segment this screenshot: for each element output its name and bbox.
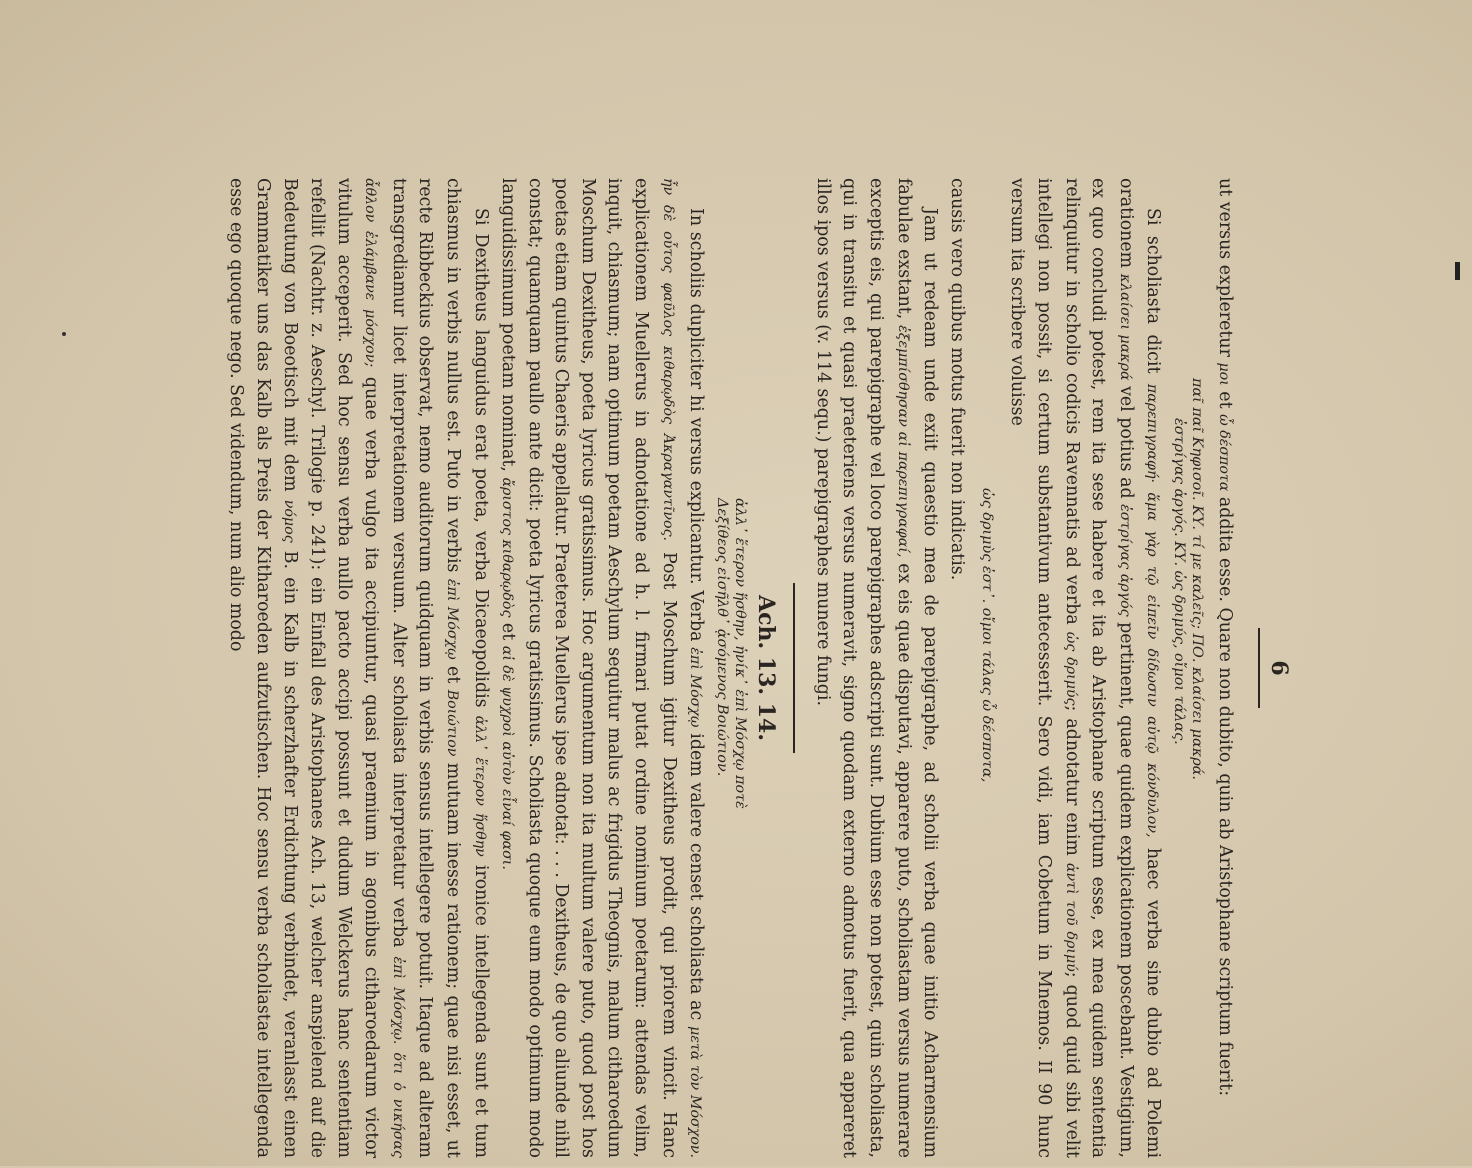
section-divider xyxy=(793,583,795,753)
greek-term: αἱ δὲ ψυχροὶ αὐτὸν εἶναί φασι. xyxy=(499,645,516,870)
greek-term: ἄριστος κιθαρῳδὸς xyxy=(499,477,516,618)
greek-term: ἐστρίγας ἀργός xyxy=(1116,504,1133,617)
greek-term: κλαίσει μακρά xyxy=(1116,273,1133,381)
greek-term: μοι xyxy=(1216,362,1232,386)
greek-term: ὦ δέσποτα xyxy=(1216,414,1232,492)
rotated-page xyxy=(158,168,1314,1168)
greek-term: νόμος xyxy=(281,499,298,543)
greek-term: παρεπιγραφή· ἅμα γὰρ τῷ εἰπεῖν δίδωσιν αὐτῷ κόνδυλον, xyxy=(1144,383,1161,838)
greek-term: ἐξεμπίσθησαν αἱ παρεπιγραφαί, xyxy=(894,325,911,558)
greek-term: Βοιώτιον xyxy=(443,689,460,757)
greek-term: ἐπὶ Μόσχῳ xyxy=(443,578,460,660)
verse-line: Δεξίθεος εἰσῆλθ᾽ ᾀσόμενος Βοιώτιον. xyxy=(714,498,731,777)
page-number: 6 xyxy=(1266,660,1292,676)
greek-term: ὡς δριμύς xyxy=(1062,631,1079,706)
binding-mark xyxy=(1455,262,1460,280)
greek-term: ἀντὶ τοῦ δριμύ xyxy=(1062,862,1079,972)
greek-term: ἐπὶ Μόσχῳ xyxy=(687,647,704,728)
paragraph-2: Si scholiasta dicit παρεπιγραφή· ἅμα γὰρ τῷ εἰπεῖν δίδωσιν αὐτῷ κόνδυλον, haec verba sine dubio ad Polemi orationem κλαίσει μακρά vel potius ad ἐστρίγας ἀργός pertinent, quae quidem explicationem poscebant. Vestigium, ex quo concludi potest, rem ita sese habere et ita ab Aristophane scriptum esse, ex mea quidem sententia relinquitur in scholio codicis Ravennatis ad verba ὡς δριμύς; adnotatur enim ἀντὶ τοῦ δριμύ; quod quid sibi velit intellegi non possit, si certum substantivum antecesserit. Sero vidi, iam Cobetum in Mnemos. II 90 hunc versum ita scribere voluisse xyxy=(1007,178,1164,1159)
page-number-rule xyxy=(1258,628,1260,708)
verse-line: ἐστρίγας ἀργός. ΚΥ. ὡς δριμύς, οἴμοι τάλας. xyxy=(1171,418,1188,745)
paragraph-1: ut versus expleretur μοι et ὦ δέσποτα addita esse. Quare non dubito, quin ab Aristophane scriptum fuerit: xyxy=(1215,178,1235,1097)
verse-quote-3 xyxy=(713,178,749,1158)
section-heading: Ach. 13. 14. xyxy=(753,595,780,741)
paragraph-3: causis vero quibus motus fuerit non indicatis. xyxy=(946,178,967,581)
ink-speck xyxy=(62,332,66,336)
verse-line: παῖ παῖ Κηφισοῖ. ΚΥ. τί με καλεῖς; ΠΟ. κλαίσει μακρά. xyxy=(1189,378,1206,780)
greek-term: μετὰ τὸν Μόσχον. ἦν δὲ οὗτος φαῦλος κιθαρῳδὸς Ἀκραγαντῖνος. xyxy=(659,178,704,1158)
paragraph-5: In scholiis dupliciter hi versus explicantur. Verba ἐπὶ Μόσχῳ idem valere censet scholiasta ac μετὰ τὸν Μόσχον. ἦν δὲ οὗτος φαῦλος κιθαρῳδὸς Ἀκραγαντῖνος. Post Moschum igitur Dexitheus prodit, qui priorem vincit. Hanc explicationem Muellerus in adnotatione ad h. l. firmari putat ordine nominum poetarum: attendas velim, inquit, chiasmum; nam optimum poetam Aeschylum sequitur malus ac frigidus Theognis, malum citharoedum Moschum Dexitheus, poeta lyricus gratissimus. Hoc argumentum non ita multum valere puto, quod post hos poetas etiam quintus Chaeris appellatur. Praeterea Muellerus ipse adnotat: . . . Dexitheus, de quo aliunde nihil constat; quamquam paullo ante dicit: poeta lyricus gratissimus. Scholiasta quoque eum modo optimum modo languidissimum poetam nominat, ἄριστος κιθαρῳδὸς et αἱ δὲ ψυχροὶ αὐτὸν εἶναί φασι. xyxy=(498,178,707,1158)
verse-quote-1 xyxy=(1170,178,1206,1158)
greek-term: ἐπὶ Μόσχῳ. ὅτι ὁ νικήσας ἆθλον ἐλάμβανε μόσχον; xyxy=(362,178,406,1158)
verse-line: ἀλλ᾽ ἕτερον ἥσθην, ἡνίκ᾽ ἐπὶ Μόσχῳ ποτὲ xyxy=(732,498,749,809)
verse-quote-2: ὡς δριμὺς ἐστ᾽. οἴμοι τάλας ὦ δέσποτα, xyxy=(978,488,995,783)
paragraph-6: Si Dexitheus languidus erat poeta, verba Dicaeopolidis ἀλλ᾽ ἕτερον ἥσθην ironice intellegenda sunt et tum chiasmus in verbis nullus est. Puto in verbis ἐπὶ Μόσχῳ et Βοιώτιον mutuam inesse rationem; quae nisi esset, ut recte Ribbeckius observat, nemo auditorum quidquam in verbis sensus intellegere potuit. Itaque ad alteram transgrediamur licet interpretationem versuum. Alter scholiasta interpretatur verba ἐπὶ Μόσχῳ. ὅτι ὁ νικήσας ἆθλον ἐλάμβανε μόσχον; quae verba vulgo ita accipiuntur, quasi praemium in agonibus citharoedarum victor vitulum acceperit. Sed hoc sensu verba nullo pacto accipi possunt et dudum Welckerus hanc sententiam refellit (Nachtr. z. Aeschyl. Trilogie p. 241): ein Einfall des Aristophanes Ach. 13, welcher anspielend auf die Bedeutung von Boeotisch mit dem νόμος B. ein Kalb in scherzhafter Erdichtung verbindet, veranlasst einen Grammatiker uns das Kalb als Preis der Kitharoeden aufzutischen. Hoc sensu verba scholiastae intellegenda esse ego quoque nego. Sed videndum, num alio modo xyxy=(226,178,491,1159)
greek-term: ἀλλ᾽ ἕτερον ἥσθην xyxy=(471,715,488,857)
paragraph-4: Jam ut redeam unde exiit quaestio mea de parepigraphe, ad scholii verba quae initio Acharnensium fabulae exstant, ἐξεμπίσθησαν αἱ παρεπιγραφαί, ex eis quae disputavi, apparere puto, scholiastam versus numerare exceptis eis, qui parepigraphe vel loco parepigraphes adscripti sunt. Dubium esse non potest, quin scholiasta, qui in transitu et quasi praeteriens versus numeravit, signo quodam externo admotus fuerit, qua appareret illos ipos versus (v. 114 sequ.) parepigraphes munere fungi. xyxy=(812,178,941,1158)
